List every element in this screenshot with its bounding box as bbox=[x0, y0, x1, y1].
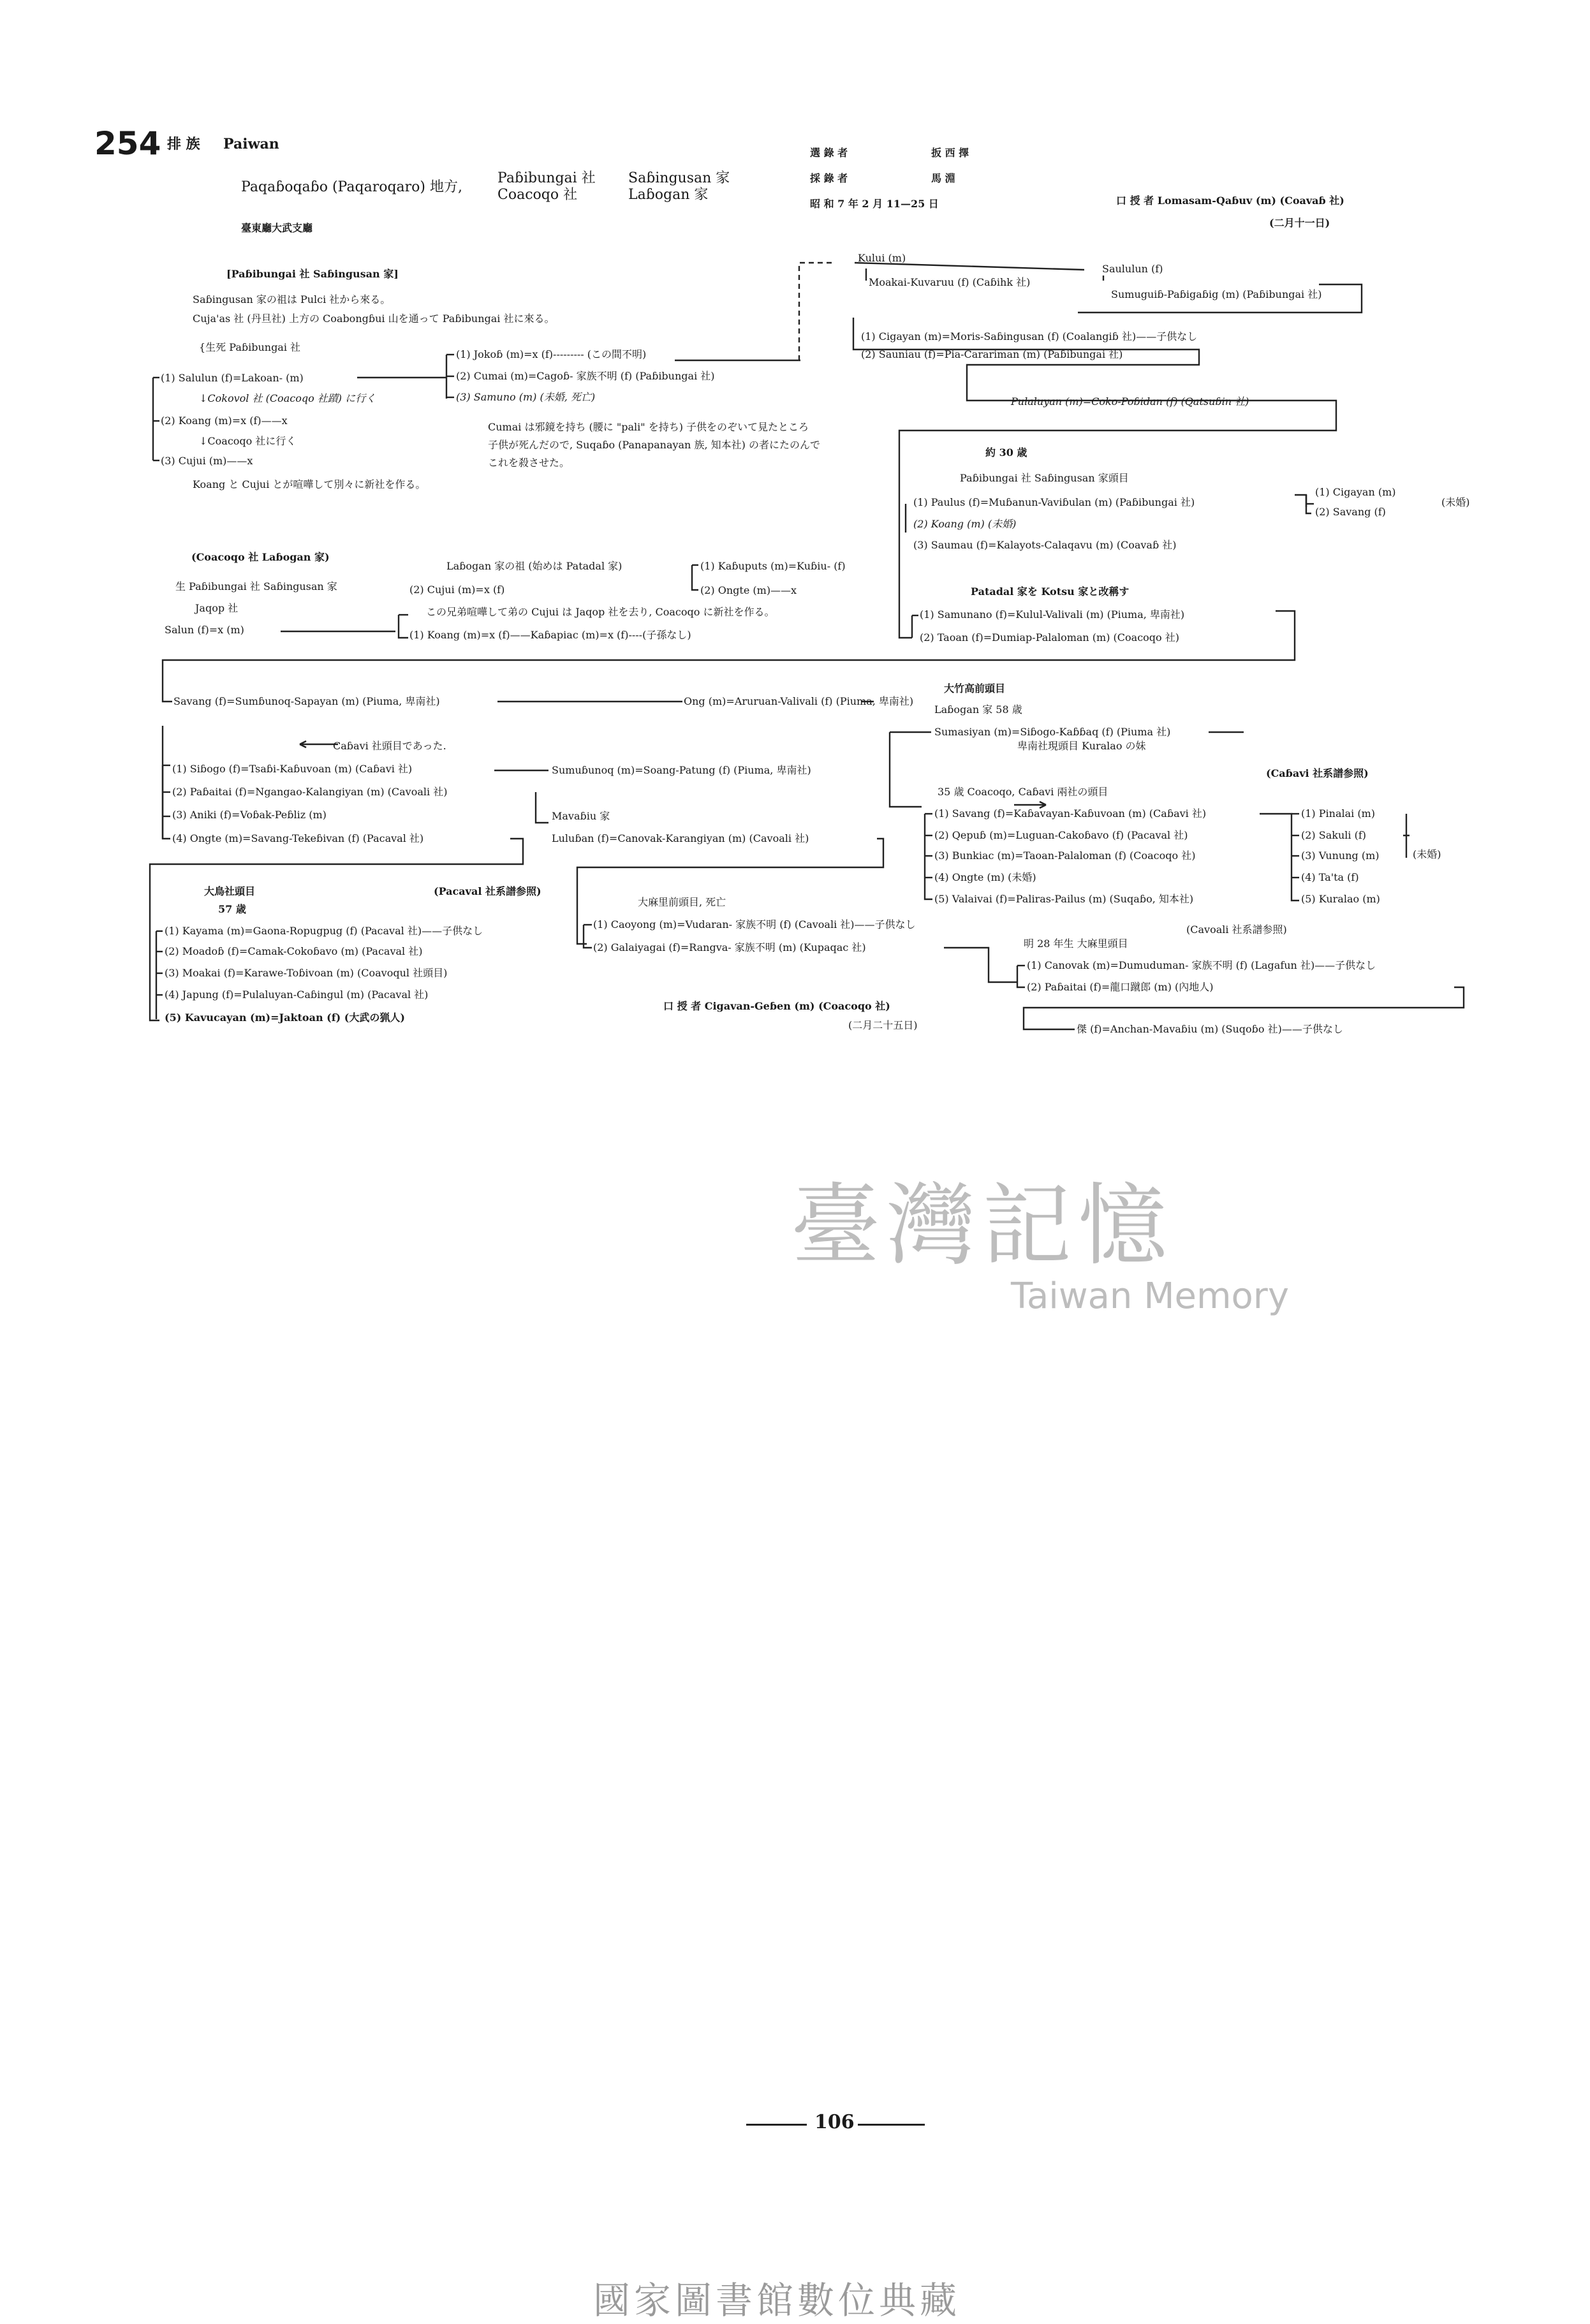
great-chief: 大竹高前頭目 bbox=[944, 682, 1006, 695]
recorder-label: 選 錄 者 bbox=[810, 147, 848, 159]
page-number: 106 bbox=[807, 2111, 862, 2133]
sec4-kid-5: (5) Kuralao (m) bbox=[1301, 893, 1380, 905]
house-1: Saɓingusan 家 bbox=[628, 170, 730, 186]
jaqop: Jaqop 社 bbox=[195, 602, 239, 614]
sec1-brace: {生死 Paɓibungai 社 bbox=[199, 341, 301, 353]
sec1-child-note-2: 子供が死んだので, Suqaɓo (Panapanayan 族, 知本社) の者にたのんで bbox=[488, 439, 820, 451]
final-descendant: 傑 (f)=Anchan-Mavaɓiu (m) (Suqoɓo 社)——子供なし bbox=[1077, 1023, 1343, 1035]
meiji-chief: 明 28 年生 大麻里頭目 bbox=[1024, 938, 1128, 950]
top-gen-1: (1) Cigayan (m)=Moris-Saɓingusan (f) (Coalangiɓ 社)——子供なし bbox=[861, 330, 1198, 342]
sec4-row-5: (5) Valaivai (f)=Paliras-Pailus (m) (Suqaɓo, 知本社) bbox=[934, 893, 1194, 905]
page-section-number: 254 bbox=[94, 125, 161, 162]
sec1-child-1: (1) Jokoɓ (m)=x (f)--------- (この間不明) bbox=[456, 348, 647, 360]
pulaluyan: Pulaluyan (m)=Coko-Poɓidan (f) (Qatsuɓin 社) bbox=[1011, 395, 1249, 408]
ong-marriage: Ong (m)=Aruruan-Valivali (f) (Piuma, 卑南社) bbox=[684, 695, 914, 707]
region-name: Paqaɓoqaɓo (Paqaroqaro) 地方, bbox=[241, 179, 462, 195]
grand-2: (2) Savang (f) bbox=[1315, 506, 1386, 518]
sec4-kid-4: (4) Ta'ta (f) bbox=[1301, 871, 1359, 883]
sec1-child-3: (3) Samuno (m) (未婚, 死亡) bbox=[456, 391, 596, 403]
tribe-english: Paiwan bbox=[223, 136, 279, 152]
sec4-row-2: (2) Qepuɓ (m)=Luguan-Cakoɓavo (f) (Pacaval 社) bbox=[934, 829, 1188, 841]
sec5-header-1: 大鳥社頭目 bbox=[204, 885, 256, 897]
sec2-child-2: (2) Cujui (m)=x (f) bbox=[409, 584, 505, 596]
grand-1: (1) Cigayan (m) bbox=[1315, 486, 1396, 498]
meiji-child-1: (1) Canovak (m)=Dumuduman- 家族不明 (f) (Lagafun 社)——子供なし bbox=[1027, 959, 1376, 971]
mavabiu-house: Mavaɓiu 家 bbox=[552, 810, 610, 822]
sec4-row-3: (3) Bunkiac (m)=Taoan-Palaloman (f) (Coacoqo 社) bbox=[934, 849, 1196, 862]
sec4-row-4: (4) Ongte (m) (未婚) bbox=[934, 871, 1036, 883]
sec3-row-4: (4) Ongte (m)=Savang-Tekeɓivan (f) (Pacaval 社) bbox=[172, 832, 424, 844]
watermark-english: Taiwan Memory bbox=[1011, 1276, 1289, 1317]
collector-name: 馬 淵 bbox=[931, 172, 955, 184]
record-date: 昭 和 7 年 2 月 11—25 日 bbox=[810, 198, 939, 210]
sumugui: Sumuguiɓ-Paɓigaɓig (m) (Paɓibungai 社) bbox=[1111, 288, 1322, 300]
sumasiyan-note: 卑南社現頭目 Kuralao の妹 bbox=[1017, 740, 1146, 752]
top-gen-2: (2) Sauniau (f)=Pia-Carariman (m) (Paɓibungai 社) bbox=[861, 348, 1123, 360]
sec5-header-3: 大麻里前頭目, 死亡 bbox=[638, 896, 726, 908]
district-name: 臺東廳大武支廳 bbox=[241, 222, 313, 234]
sec5-row-4: (4) Japung (f)=Pulaluyan-Caɓingul (m) (Pacaval 社) bbox=[165, 989, 429, 1001]
top-child-3: (3) Saumau (f)=Kalayots-Calaqavu (m) (Coavaɓ 社) bbox=[913, 539, 1177, 551]
informant-2: 口 授 者 Cigavan-Geɓen (m) (Coacoqo 社) bbox=[663, 1000, 890, 1012]
labogan-ancestor: Laɓogan 家の祖 (始めは Patadal 家) bbox=[446, 560, 622, 572]
watermark-cjk: 臺灣記憶 bbox=[791, 1174, 1174, 1278]
patadal-rename: Patadal 家を Kotsu 家と改稱す bbox=[971, 585, 1130, 598]
patadal-child-2: (2) Taoan (f)=Dumiap-Palaloman (m) (Coacoqo 社) bbox=[920, 631, 1179, 644]
sec1-note-2: Cuja'as 社 (丹旦社) 上方の Coabongɓui 山を通って Paɓibungai 社に來る。 bbox=[193, 313, 555, 325]
sec5-row-5: (5) Kavucayan (m)=Jaktoan (f) (大武の猟人) bbox=[165, 1011, 405, 1024]
cabavi-system-ref: (Caɓavi 社系譜参照) bbox=[1266, 767, 1369, 779]
top-child-2: (2) Koang (m) (未婚) bbox=[913, 518, 1017, 530]
pacaval-system-ref: (Pacaval 社系譜参照) bbox=[434, 885, 541, 897]
sec1-row-3: (3) Cujui (m)——x bbox=[161, 455, 253, 467]
page-rule-right bbox=[858, 2124, 925, 2126]
sec5-child-2: (2) Galaiyagai (f)=Rangva- 家族不明 (m) (Kupaqac 社) bbox=[593, 941, 866, 953]
collector-label: 採 錄 者 bbox=[810, 172, 848, 184]
sec5-child-1: (1) Caoyong (m)=Vudaran- 家族不明 (f) (Cavoali 社)——子供なし bbox=[593, 918, 916, 930]
sec4-row-1: (1) Savang (f)=Kaɓavayan-Kaɓuvoan (m) (Caɓavi 社) bbox=[934, 807, 1207, 820]
informant-date: (二月十一日) bbox=[1269, 217, 1330, 229]
sec3-row-2: (2) Paɓaitai (f)=Ngangao-Kalangiyan (m) (Cavoali 社) bbox=[172, 786, 448, 798]
unmarried-label: (未婚) bbox=[1441, 496, 1470, 508]
sec5-row-3: (3) Moakai (f)=Karawe-Toɓivoan (m) (Coavoqul 社頭目) bbox=[165, 967, 448, 979]
lulukan: Luluɓan (f)=Canovak-Karangiyan (m) (Cavoali 社) bbox=[552, 832, 809, 844]
kabuputs: (1) Kaɓuputs (m)=Kuɓiu- (f) bbox=[700, 560, 846, 572]
village-2: Coacoqo 社 bbox=[497, 187, 578, 203]
sec1-row-2: (2) Koang (m)=x (f)——x bbox=[161, 415, 288, 427]
sec4-kid-2: (2) Sakuli (f) bbox=[1301, 829, 1366, 841]
meiji-child-2: (2) Paɓaitai (f)=龍口蹴郎 (m) (內地人) bbox=[1027, 981, 1214, 993]
sec2-note: この兄弟喧嘩して弟の Cujui は Jaqop 社を去り, Coacoqo に新社を作る。 bbox=[426, 606, 775, 618]
sec1-title: [Paɓibungai 社 Saɓingusan 家] bbox=[226, 268, 399, 280]
sec1-note-1: Saɓingusan 家の祖は Pulci 社から來る。 bbox=[193, 293, 391, 305]
labogan-58: Laɓogan 家 58 歳 bbox=[934, 703, 1022, 716]
sec1-child-note-1: Cumai は邪鏡を持ち (腰に "pali" を持ち) 子供をのぞいて見たところ bbox=[488, 421, 809, 433]
savang-marriage: Savang (f)=Sumɓunoq-Sapayan (m) (Piuma, 卑南社) bbox=[173, 695, 440, 707]
kului: Kului (m) bbox=[858, 252, 906, 264]
sec1-child-2: (2) Cumai (m)=Cagoɓ- 家族不明 (f) (Paɓibungai 社) bbox=[456, 370, 715, 382]
ongte-2: (2) Ongte (m)——x bbox=[700, 584, 797, 596]
salun: Salun (f)=x (m) bbox=[165, 624, 244, 636]
sec3-title: Caɓavi 社頭目であった. bbox=[333, 740, 446, 752]
patadal-child-1: (1) Samunano (f)=Kulul-Valivali (m) (Piuma, 卑南社) bbox=[920, 608, 1185, 621]
top-child-1: (1) Paulus (f)=Muɓanun-Vaviɓulan (m) (Paɓibungai 社) bbox=[913, 496, 1195, 508]
age-30: 約 30 歳 bbox=[985, 446, 1027, 459]
sec1-row-2b: ↓Coacoqo 社に行く bbox=[199, 435, 297, 447]
sec4-kid-3: (3) Vunung (m) bbox=[1301, 849, 1380, 862]
sumbunoq: Sumuɓunoq (m)=Soang-Patung (f) (Piuma, 卑南社) bbox=[552, 764, 811, 776]
house-2: Laɓogan 家 bbox=[628, 187, 709, 203]
cavoali-system-ref: (Cavoali 社系譜参照) bbox=[1186, 923, 1287, 936]
tribe-label: 排 族 bbox=[167, 136, 200, 152]
sec3-row-3: (3) Aniki (f)=Voɓak-Peɓliz (m) bbox=[172, 809, 327, 821]
library-footer: 國家圖書館數位典藏 bbox=[593, 2279, 961, 2322]
saululun: Saululun (f) bbox=[1102, 263, 1163, 275]
sec5-row-2: (2) Moadoɓ (f)=Camak-Cokoɓavo (m) (Pacaval 社) bbox=[165, 945, 423, 957]
sec2-child-1: (1) Koang (m)=x (f)——Kaɓapiac (m)=x (f)----(子孫なし) bbox=[409, 629, 691, 641]
moakai: Moakai-Kuvaruu (f) (Caɓihk 社) bbox=[869, 276, 1031, 288]
sec5-row-1: (1) Kayama (m)=Gaona-Ropugpug (f) (Pacaval 社)——子供なし bbox=[165, 925, 483, 937]
village-1: Paɓibungai 社 bbox=[497, 170, 596, 186]
informant: 口 授 者 Lomasam-Qaɓuv (m) (Coavaɓ 社) bbox=[1116, 195, 1344, 207]
sec2-title: (Coacoqo 社 Laɓogan 家) bbox=[191, 551, 330, 563]
saɓingusan-head: Paɓibungai 社 Saɓingusan 家頭目 bbox=[960, 472, 1129, 484]
sec1-child-note-3: これを殺させた。 bbox=[488, 457, 570, 469]
recorder-name: 扳 西 擇 bbox=[931, 147, 969, 159]
sec1-row-1: (1) Salulun (f)=Lakoan- (m) bbox=[161, 372, 304, 384]
sec1-note-3: Koang と Cujui とが喧嘩して別々に新社を作る。 bbox=[193, 478, 426, 490]
sec2-born: 生 Paɓibungai 社 Saɓingusan 家 bbox=[175, 580, 337, 592]
sec5-header-2: 57 歳 bbox=[218, 903, 246, 915]
sec4-unmarried: (未婚) bbox=[1413, 848, 1441, 860]
sec4-kid-1: (1) Pinalai (m) bbox=[1301, 807, 1375, 820]
sec3-row-1: (1) Siɓogo (f)=Tsaɓi-Kaɓuvoan (m) (Caɓavi 社) bbox=[172, 763, 413, 775]
sec1-row-1b: ↓Cokovol 社 (Coacoqo 社蹟) に行く bbox=[199, 392, 376, 404]
informant-2-date: (二月二十五日) bbox=[848, 1019, 918, 1031]
sec4-head: 35 歳 Coacoqo, Caɓavi 兩社の頭目 bbox=[938, 786, 1108, 798]
sumasiyan: Sumasiyan (m)=Siɓogo-Kaɓɓaq (f) (Piuma 社) bbox=[934, 726, 1171, 738]
